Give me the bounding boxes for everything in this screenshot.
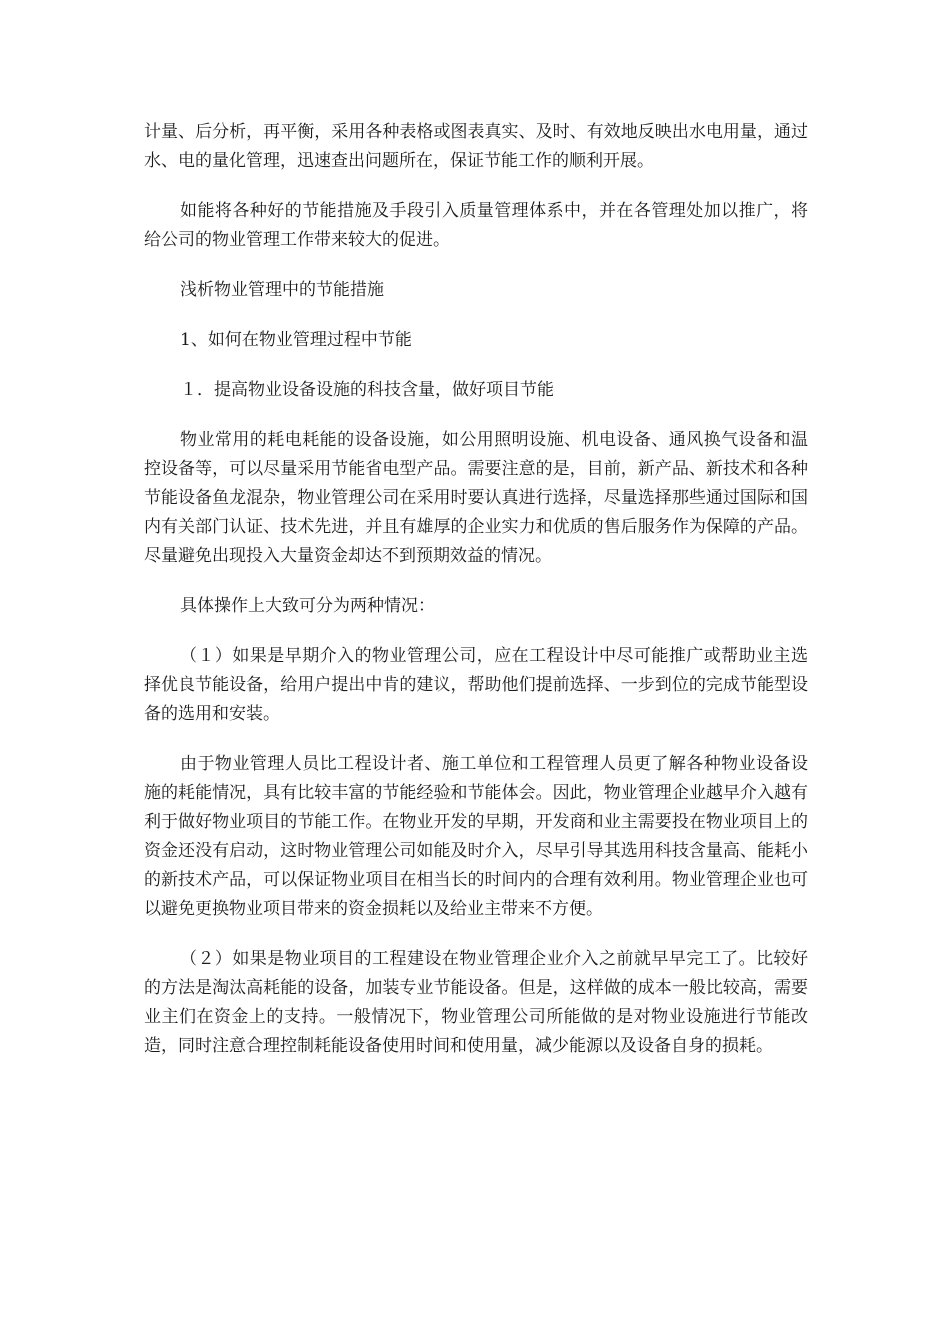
paragraph-case-2: （２）如果是物业项目的工程建设在物业管理企业介入之前就早早完工了。比较好的方法是淘汰高耗能的设备，加装专业节能设备。但是，这样做的成本一般比较高，需要业主们在资金上的支持。一般情况下，物业管理公司所能做的是对物业设施进行节能改造，同时注意合理控制耗能设备使用时间和使用量，减少能源以及设备自身的损耗。 (144, 949, 808, 1056)
paragraph-quality-management: 如能将各种好的节能措施及手段引入质量管理体系中，并在各管理处加以推广，将给公司的物业管理工作带来较大的促进。 (144, 201, 808, 250)
paragraph-early-involvement: 由于物业管理人员比工程设计者、施工单位和工程管理人员更了解各种物业设备设施的耗能情况，具有比较丰富的节能经验和节能体会。因此，物业管理企业越早介入越有利于做好物业项目的节能工作。在物业开发的早期，开发商和业主需要投在物业项目上的资金还没有启动，这时物业管理公司如能及时介入，尽早引导其选用科技含量高、能耗小的新技术产品，可以保证物业项目在相当长的时间内的合理有效利用。物业管理企业也可以避免更换物业项目带来的资金损耗以及给业主带来不方便。 (144, 754, 808, 919)
document-page (144, 118, 808, 1061)
paragraph-equipment: 物业常用的耗电耗能的设备设施，如公用照明设施、机电设备、通风换气设备和温控设备等，可以尽量采用节能省电型产品。需要注意的是，目前，新产品、新技术和各种节能设备鱼龙混杂，物业管理公司在采用时要认真进行选择，尽量选择那些通过国际和国内有关部门认证、技术先进，并且有雄厚的企业实力和优质的售后服务作为保障的产品。尽量避免出现投入大量资金却达不到预期效益的情况。 (144, 430, 808, 566)
paragraph-case-1: （１）如果是早期介入的物业管理公司，应在工程设计中尽可能推广或帮助业主选择优良节能设备，给用户提出中肯的建议，帮助他们提前选择、一步到位的完成节能型设备的选用和安装。 (144, 646, 808, 724)
paragraph-two-cases: 具体操作上大致可分为两种情况： (180, 596, 435, 616)
section-heading-1: 1、如何在物业管理过程中节能 (180, 330, 412, 350)
paragraph-continuation: 计量、后分析，再平衡，采用各种表格或图表真实、及时、有效地反映出水电用量，通过水、电的量化管理，迅速查出问题所在，保证节能工作的顺利开展。 (144, 122, 808, 171)
section-title: 浅析物业管理中的节能措施 (180, 280, 384, 300)
subsection-heading-1: １．提高物业设备设施的科技含量，做好项目节能 (180, 380, 554, 400)
